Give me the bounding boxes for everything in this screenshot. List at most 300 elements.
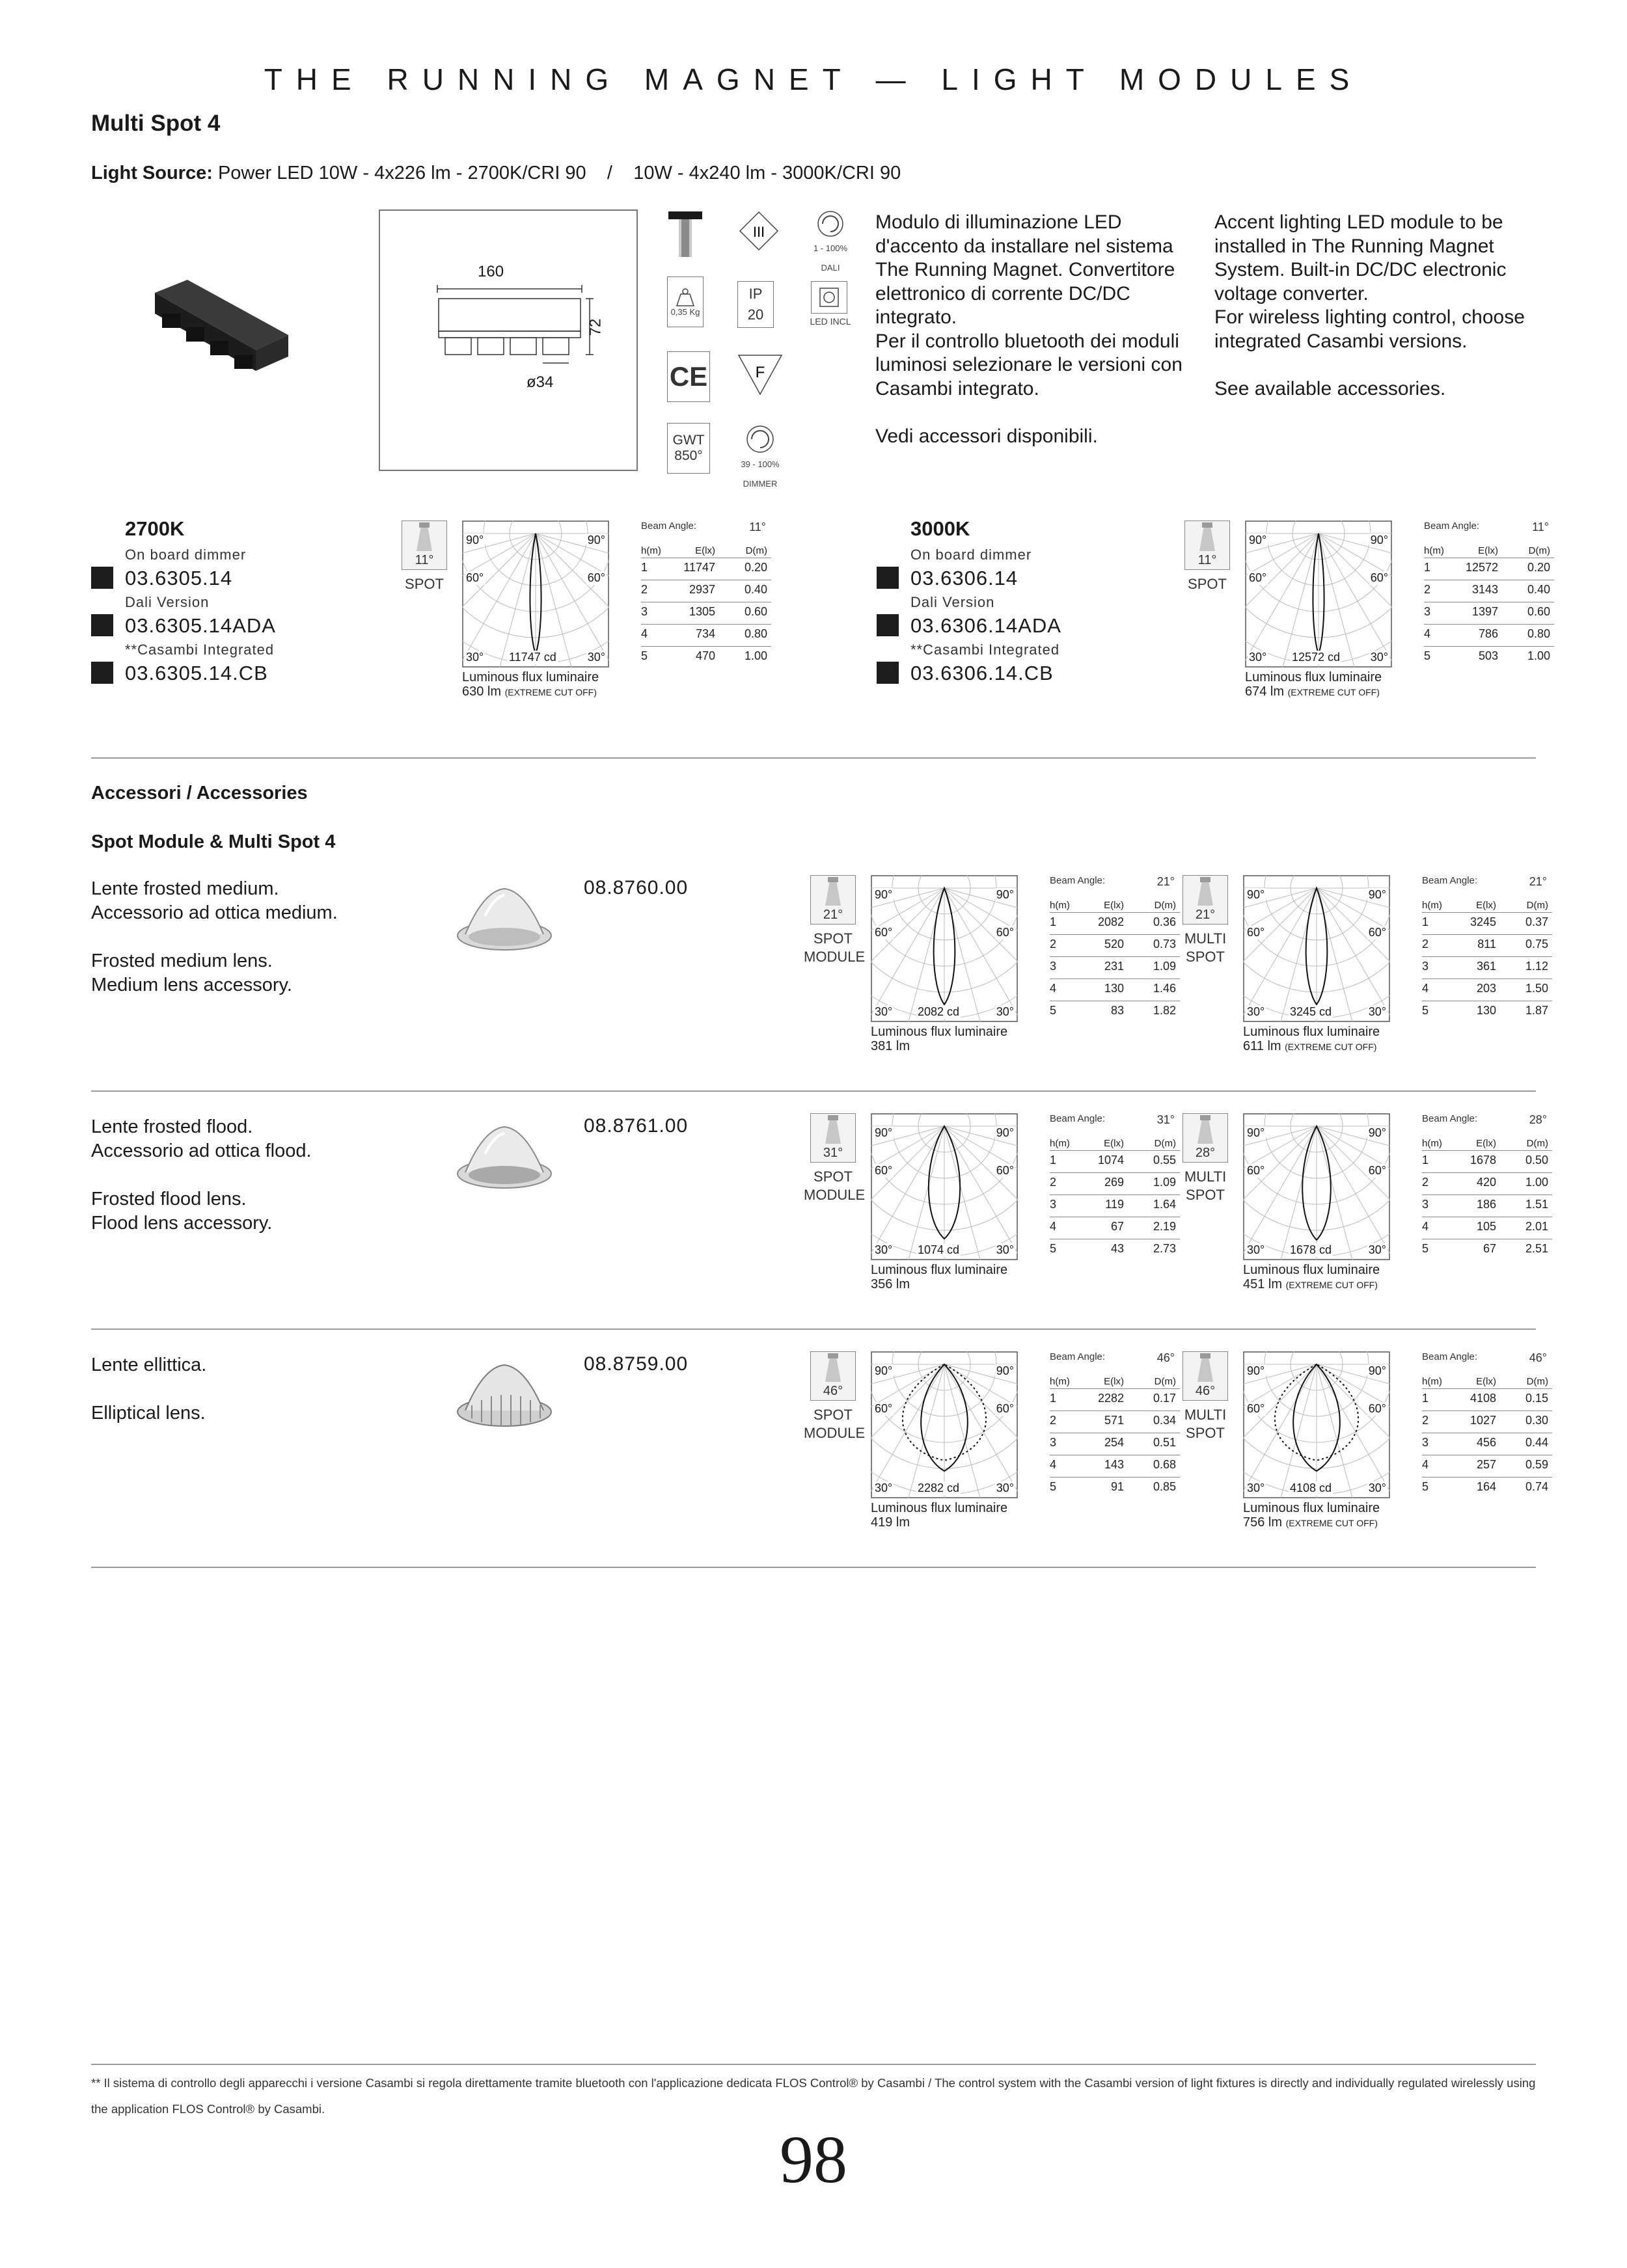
column-header: D(m) — [1154, 1376, 1176, 1387]
weight-value: 0,35 Kg — [670, 306, 700, 317]
table-cell: 4 — [641, 627, 648, 640]
luminous-flux — [1243, 1501, 1412, 1530]
table-cell: 4 — [1422, 1458, 1429, 1471]
peak-intensity: 2282 cd — [918, 1481, 960, 1494]
table-cell: 4 — [1050, 982, 1057, 995]
table-cell: 2937 — [689, 583, 715, 596]
table-cell: 1.82 — [1153, 1004, 1176, 1017]
ip-value: 20 — [747, 306, 764, 323]
polar-label-30-right: 30° — [1370, 651, 1388, 664]
beam-angle-row — [1422, 875, 1552, 893]
polar-spoke — [871, 1364, 944, 1484]
code-casambi: 03.6305.14.CB — [125, 662, 268, 684]
beam-angle-label: Beam Angle: — [1050, 1113, 1106, 1124]
beam-angle-icon-value: 31° — [823, 1146, 843, 1160]
photometric-block — [804, 875, 1227, 1064]
table-cell: 0.60 — [1527, 605, 1550, 618]
page-number: 98 — [780, 2122, 847, 2197]
table-cell: 2.19 — [1153, 1220, 1176, 1233]
table-cell: 4 — [1422, 982, 1429, 995]
table-cell: 456 — [1476, 1436, 1496, 1449]
beam-angle-icon — [1183, 1113, 1228, 1163]
table-row — [1050, 979, 1180, 1001]
beam-angle-icon-value: 28° — [1195, 1146, 1216, 1160]
table-header — [1424, 539, 1554, 558]
table-cell: 1 — [1424, 561, 1431, 574]
polar-label-90-left: 90° — [1247, 1126, 1265, 1139]
table-row — [641, 647, 771, 669]
light-source-label: Light Source: — [91, 163, 213, 183]
luminous-flux-value: 356 lm — [871, 1277, 910, 1291]
table-cell: 67 — [1110, 1220, 1124, 1233]
polar-label-30-left: 30° — [875, 1005, 893, 1018]
table-row — [1050, 957, 1180, 979]
beam-angle-icon — [402, 520, 447, 570]
beam-angle-icon-value: 21° — [1195, 908, 1216, 922]
column-header: h(m) — [1422, 900, 1442, 911]
table-cell: 0.30 — [1525, 1414, 1548, 1427]
light-source-text: Power LED 10W - 4x226 lm - 2700K/CRI 90 / 10W - 4x240 lm - 3000K/CRI 90 — [212, 163, 901, 183]
table-cell: 5 — [1050, 1480, 1057, 1493]
polar-label-60-left: 60° — [1247, 1164, 1265, 1177]
column-header: E(lx) — [1104, 1138, 1124, 1149]
table-cell: 0.75 — [1525, 938, 1548, 951]
table-cell: 2 — [641, 583, 648, 596]
table-cell: 257 — [1476, 1458, 1496, 1471]
code-dali: 03.6305.14ADA — [125, 614, 276, 637]
beam-cone-icon — [402, 521, 446, 554]
luminous-flux-value: 451 lm — [1243, 1277, 1283, 1291]
table-cell: 1074 — [1097, 1154, 1124, 1167]
beam-angle-value: 11° — [749, 520, 766, 533]
class-iii-label: III — [752, 224, 765, 240]
table-cell: 5 — [1424, 649, 1431, 662]
polar-label-60-left: 60° — [466, 571, 484, 584]
table-cell: 1.12 — [1525, 960, 1548, 973]
polar-label-90-right: 90° — [1368, 1364, 1386, 1377]
table-cell: 0.80 — [744, 627, 767, 640]
table-cell: 2 — [1422, 1414, 1429, 1427]
luminous-flux-value: 611 lm — [1243, 1039, 1281, 1053]
table-cell: 4108 — [1470, 1392, 1496, 1405]
polar-label-60-left: 60° — [875, 926, 893, 939]
table-header — [1050, 893, 1180, 913]
column-header: h(m) — [641, 545, 661, 556]
cutoff-label: (EXTREME CUT OFF) — [504, 687, 597, 697]
polar-spoke — [944, 1126, 988, 1260]
polar-spoke — [944, 1126, 1018, 1246]
accessory-code: 08.8760.00 — [584, 877, 689, 898]
luminous-flux — [871, 1025, 1040, 1054]
table-row — [1424, 647, 1554, 669]
luminous-flux — [871, 1263, 1040, 1292]
polar-label-90-right: 90° — [1370, 533, 1388, 547]
weight-icon — [667, 277, 704, 327]
table-cell: 3143 — [1471, 583, 1498, 596]
color-swatch — [91, 662, 113, 684]
divider — [91, 1329, 1536, 1330]
polar-spoke — [1317, 1126, 1360, 1260]
table-cell: 0.20 — [744, 561, 767, 574]
color-swatch — [91, 614, 113, 636]
polar-container — [1243, 1351, 1390, 1498]
luminous-flux-label: Luminous flux luminaire — [1243, 1501, 1380, 1515]
cutoff-label: (EXTREME CUT OFF) — [1285, 1042, 1377, 1052]
table-row — [1050, 1217, 1180, 1239]
photometric-block — [1183, 875, 1599, 1064]
table-cell: 5 — [641, 649, 648, 662]
variant-sub-casambi: **Casambi Integrated — [910, 641, 1060, 658]
polar-label-90-left: 90° — [875, 888, 893, 901]
table-cell: 361 — [1476, 960, 1496, 973]
fixture-type: MULTI SPOT — [1184, 930, 1227, 965]
fixture-type: MULTI SPOT — [1184, 1168, 1227, 1203]
table-row — [1422, 1389, 1552, 1411]
photometric-table — [1424, 520, 1554, 669]
luminous-flux-label: Luminous flux luminaire — [871, 1263, 1008, 1277]
beam-angle-value: 31° — [1156, 1113, 1175, 1126]
table-cell: 130 — [1476, 1004, 1496, 1017]
luminous-flux — [1243, 1263, 1412, 1292]
table-cell: 0.37 — [1525, 915, 1548, 928]
table-cell: 0.40 — [744, 583, 767, 596]
beam-angle-icon — [1184, 520, 1230, 570]
table-cell: 0.85 — [1153, 1480, 1176, 1493]
table-cell: 0.17 — [1153, 1392, 1176, 1405]
divider — [91, 1567, 1536, 1568]
polar-spoke — [1243, 1126, 1317, 1246]
table-cell: 2 — [1050, 1414, 1057, 1427]
polar-spoke — [536, 533, 609, 653]
description-italian: Modulo di illuminazione LED d'accento da installare nel sistema The Running Magnet. Convertitore elettronico di corrente DC/DC integrato. Per il controllo bluetooth dei moduli luminosi selezionare le versioni con Casambi integrato. Vedi accessori disponibili. — [875, 211, 1183, 447]
column-header: D(m) — [745, 545, 767, 556]
dim-height: 72 — [586, 318, 605, 336]
polar-spoke — [1275, 533, 1319, 668]
luminous-flux-line — [1245, 684, 1414, 699]
table-cell: 1027 — [1470, 1414, 1496, 1427]
table-row — [1050, 1433, 1180, 1455]
polar-container — [1243, 875, 1390, 1022]
table-row — [1050, 1173, 1180, 1195]
luminous-flux-line — [462, 684, 631, 699]
code-casambi: 03.6306.14.CB — [910, 662, 1054, 684]
variant-2700k — [91, 517, 377, 693]
beam-cone-icon — [1183, 1114, 1227, 1146]
table-cell: 0.80 — [1527, 627, 1550, 640]
table-cell: 4 — [1424, 627, 1431, 640]
luminous-flux-value: 756 lm — [1243, 1515, 1283, 1530]
cutoff-label: (EXTREME CUT OFF) — [1285, 1280, 1378, 1290]
beam-angle-row — [1422, 1113, 1552, 1131]
table-cell: 811 — [1477, 938, 1496, 951]
f-mark-icon — [737, 351, 783, 397]
table-cell: 67 — [1483, 1242, 1496, 1255]
beam-angle-row — [1050, 1113, 1180, 1131]
lens-elliptical-image — [452, 1353, 556, 1431]
table-header — [1050, 1131, 1180, 1151]
beam-angle-icon-value: 21° — [823, 908, 843, 922]
dimension-diagram — [419, 282, 608, 386]
gwt-icon: GWT 850° — [667, 423, 710, 474]
polar-spoke — [1319, 533, 1362, 668]
polar-label-60-right: 60° — [996, 1402, 1014, 1415]
polar-label-60-right: 60° — [1368, 1164, 1386, 1177]
table-cell: 1305 — [689, 605, 715, 618]
column-header: D(m) — [1526, 900, 1548, 911]
beam-angle-label: Beam Angle: — [1050, 875, 1106, 886]
beam-angle-icon — [810, 1351, 856, 1401]
beam-angle-icon — [1183, 875, 1228, 925]
color-swatch — [91, 567, 113, 589]
peak-intensity: 1074 cd — [918, 1243, 960, 1256]
table-row — [1050, 1478, 1180, 1500]
table-row — [1422, 979, 1552, 1001]
polar-spoke — [1317, 1364, 1360, 1498]
table-cell: 5 — [1422, 1242, 1429, 1255]
table-cell: 1 — [1050, 1392, 1057, 1405]
polar-label-30-right: 30° — [1368, 1005, 1386, 1018]
color-swatch — [877, 567, 899, 589]
polar-spoke — [492, 533, 536, 668]
variant-temp: 3000K — [910, 517, 970, 540]
photometric-table — [1422, 875, 1552, 1023]
table-row — [1422, 1001, 1552, 1023]
polar-label-60-right: 60° — [587, 571, 605, 584]
table-cell: 0.74 — [1525, 1480, 1548, 1493]
polar-spoke — [871, 1126, 944, 1246]
table-cell: 1.46 — [1153, 982, 1176, 995]
table-cell: 1.09 — [1153, 1176, 1176, 1189]
beam-angle-icon — [810, 1113, 856, 1163]
luminous-flux-line — [1243, 1039, 1412, 1054]
table-cell: 0.73 — [1153, 938, 1176, 951]
led-included-icon — [811, 281, 847, 314]
variant-temp: 2700K — [125, 517, 185, 540]
table-cell: 0.36 — [1153, 915, 1176, 928]
table-cell: 571 — [1104, 1414, 1124, 1427]
table-row — [1422, 1411, 1552, 1433]
polar-label-30-left: 30° — [875, 1243, 893, 1256]
luminous-flux-label: Luminous flux luminaire — [1243, 1263, 1380, 1277]
beam-angle-row — [1424, 520, 1554, 539]
polar-label-60-right: 60° — [1370, 571, 1388, 584]
table-cell: 2 — [1424, 583, 1431, 596]
table-row — [1422, 1455, 1552, 1478]
photometric-block — [804, 1113, 1227, 1302]
product-photo — [148, 273, 292, 403]
table-row — [1050, 1411, 1180, 1433]
f-mark-label: F — [755, 364, 765, 381]
polar-spoke — [462, 533, 536, 653]
polar-label-30-right: 30° — [1368, 1481, 1386, 1494]
dim-diameter: ø34 — [526, 373, 554, 391]
table-cell: 3 — [1424, 605, 1431, 618]
luminous-flux-value: 381 lm — [871, 1039, 910, 1053]
polar-spoke — [1243, 1364, 1317, 1484]
luminous-flux-line — [1243, 1277, 1412, 1292]
beam-angle-row — [1050, 875, 1180, 893]
beam-angle-value: 21° — [1156, 875, 1175, 888]
product-name: Multi Spot 4 — [91, 111, 221, 136]
table-cell: 1 — [641, 561, 648, 574]
table-row — [1422, 1151, 1552, 1173]
luminous-flux-value: 419 lm — [871, 1515, 910, 1530]
table-cell: 4 — [1422, 1220, 1429, 1233]
table-cell: 0.59 — [1525, 1458, 1548, 1471]
column-header: h(m) — [1422, 1376, 1442, 1387]
table-header — [641, 539, 771, 558]
table-cell: 164 — [1476, 1480, 1496, 1493]
polar-container — [871, 1113, 1018, 1260]
table-row — [1422, 1478, 1552, 1500]
luminous-flux — [1245, 670, 1414, 699]
variant-3000k — [877, 517, 1163, 693]
polar-label-90-right: 90° — [587, 533, 605, 547]
peak-intensity: 4108 cd — [1290, 1481, 1332, 1494]
table-cell: 420 — [1476, 1176, 1496, 1189]
beam-angle-label: Beam Angle: — [1050, 1351, 1106, 1362]
table-cell: 5 — [1422, 1004, 1429, 1017]
table-row — [1050, 1239, 1180, 1262]
polar-label-30-right: 30° — [587, 651, 605, 664]
polar-spoke — [1273, 1364, 1317, 1498]
table-cell: 1.87 — [1525, 1004, 1548, 1017]
table-cell: 0.40 — [1527, 583, 1550, 596]
polar-label-90-left: 90° — [1249, 533, 1267, 547]
table-cell: 2 — [1050, 938, 1057, 951]
table-cell: 43 — [1110, 1242, 1124, 1255]
photometric-table — [641, 520, 771, 669]
table-cell: 1 — [1050, 1154, 1057, 1167]
peak-intensity: 1678 cd — [1290, 1243, 1332, 1256]
photometric-table — [1050, 1113, 1180, 1262]
column-header: D(m) — [1154, 1138, 1176, 1149]
table-cell: 0.68 — [1153, 1458, 1176, 1471]
luminous-flux-line — [871, 1515, 1040, 1530]
beam-angle-value: 28° — [1529, 1113, 1547, 1126]
polar-label-30-left: 30° — [1247, 1481, 1265, 1494]
fixture-type: SPOT MODULE — [804, 930, 866, 965]
table-cell: 5 — [1050, 1242, 1057, 1255]
table-cell: 1.51 — [1525, 1198, 1548, 1211]
column-header: E(lx) — [1476, 1376, 1496, 1387]
polar-label-60-right: 60° — [1368, 926, 1386, 939]
polar-label-30-left: 30° — [1247, 1243, 1265, 1256]
fixture-type: SPOT — [405, 576, 444, 592]
photometric-table — [1050, 875, 1180, 1023]
table-cell: 203 — [1476, 982, 1496, 995]
table-cell: 119 — [1105, 1198, 1124, 1211]
luminous-flux-label: Luminous flux luminaire — [871, 1025, 1008, 1039]
table-cell: 0.50 — [1525, 1154, 1548, 1167]
table-cell: 1 — [1422, 915, 1429, 928]
polar-spoke — [944, 1364, 988, 1498]
table-cell: 0.34 — [1153, 1414, 1176, 1427]
table-cell: 2.73 — [1153, 1242, 1176, 1255]
track-icon — [667, 210, 704, 261]
column-header: D(m) — [1154, 900, 1176, 911]
table-cell: 5 — [1422, 1480, 1429, 1493]
dim-width: 160 — [478, 263, 504, 280]
table-cell: 2 — [1050, 1176, 1057, 1189]
photometric-block — [1183, 1351, 1599, 1540]
beam-angle-row — [1422, 1351, 1552, 1370]
photometric-block — [1183, 1113, 1599, 1302]
beam-angle-value: 11° — [1532, 520, 1549, 533]
table-cell: 2.01 — [1525, 1220, 1548, 1233]
table-row — [1422, 1239, 1552, 1262]
lens-frosted-flood-image — [452, 1115, 556, 1193]
accessory-code: 08.8759.00 — [584, 1353, 689, 1375]
table-header — [1422, 1370, 1552, 1389]
column-header: E(lx) — [1478, 545, 1498, 556]
led-incl-label: LED INCL — [810, 316, 851, 327]
table-cell: 4 — [1050, 1220, 1057, 1233]
beam-cone-icon — [1183, 876, 1227, 908]
table-row — [1422, 1433, 1552, 1455]
luminous-flux — [871, 1501, 1040, 1530]
polar-label-30-left: 30° — [466, 651, 484, 664]
dali-icon — [811, 209, 850, 242]
cutoff-label: (EXTREME CUT OFF) — [1285, 1518, 1378, 1528]
lens-frosted-medium-image — [452, 877, 556, 955]
table-row — [1050, 1151, 1180, 1173]
fixture-type: SPOT — [1188, 576, 1227, 592]
table-cell: 254 — [1104, 1436, 1124, 1449]
photometric-block — [402, 520, 818, 709]
table-row — [1422, 913, 1552, 935]
variant-sub-casambi: **Casambi Integrated — [125, 641, 275, 658]
photometric-table — [1422, 1113, 1552, 1262]
beam-angle-row — [1050, 1351, 1180, 1370]
table-row — [1050, 1195, 1180, 1217]
table-row — [1424, 625, 1554, 647]
column-header: h(m) — [1050, 900, 1070, 911]
table-cell: 1.00 — [1527, 649, 1550, 662]
dimension-drawing — [379, 209, 638, 471]
polar-spoke — [1317, 1364, 1390, 1484]
peak-intensity: 12572 cd — [1292, 651, 1341, 664]
table-cell: 0.55 — [1153, 1154, 1176, 1167]
polar-label-60-left: 60° — [1249, 571, 1267, 584]
table-row — [1424, 558, 1554, 580]
polar-label-90-right: 90° — [996, 888, 1014, 901]
accessories-subheading: Spot Module & Multi Spot 4 — [91, 831, 336, 852]
table-cell: 11747 — [683, 561, 715, 574]
fixture-type: SPOT MODULE — [804, 1407, 866, 1441]
table-cell: 2082 — [1097, 915, 1124, 928]
color-swatch — [877, 662, 899, 684]
table-row — [641, 580, 771, 602]
polar-container — [1243, 1113, 1390, 1260]
polar-label-90-left: 90° — [466, 533, 484, 547]
table-cell: 3 — [1050, 960, 1057, 973]
table-cell: 1397 — [1471, 605, 1498, 618]
beam-angle-icon — [1183, 1351, 1228, 1401]
column-header: h(m) — [1424, 545, 1444, 556]
beam-angle-icon-value: 11° — [1197, 553, 1217, 567]
table-row — [1422, 1195, 1552, 1217]
luminous-flux-line — [871, 1277, 1040, 1292]
table-cell: 0.51 — [1153, 1436, 1176, 1449]
table-cell: 1 — [1050, 915, 1057, 928]
ip-label: IP — [748, 286, 763, 302]
column-header: E(lx) — [1476, 900, 1496, 911]
variant-sub-dali: Dali Version — [910, 594, 995, 610]
beam-angle-label: Beam Angle: — [641, 520, 697, 532]
luminous-flux-label: Luminous flux luminaire — [1245, 670, 1382, 684]
code-onboard: 03.6306.14 — [910, 567, 1019, 589]
